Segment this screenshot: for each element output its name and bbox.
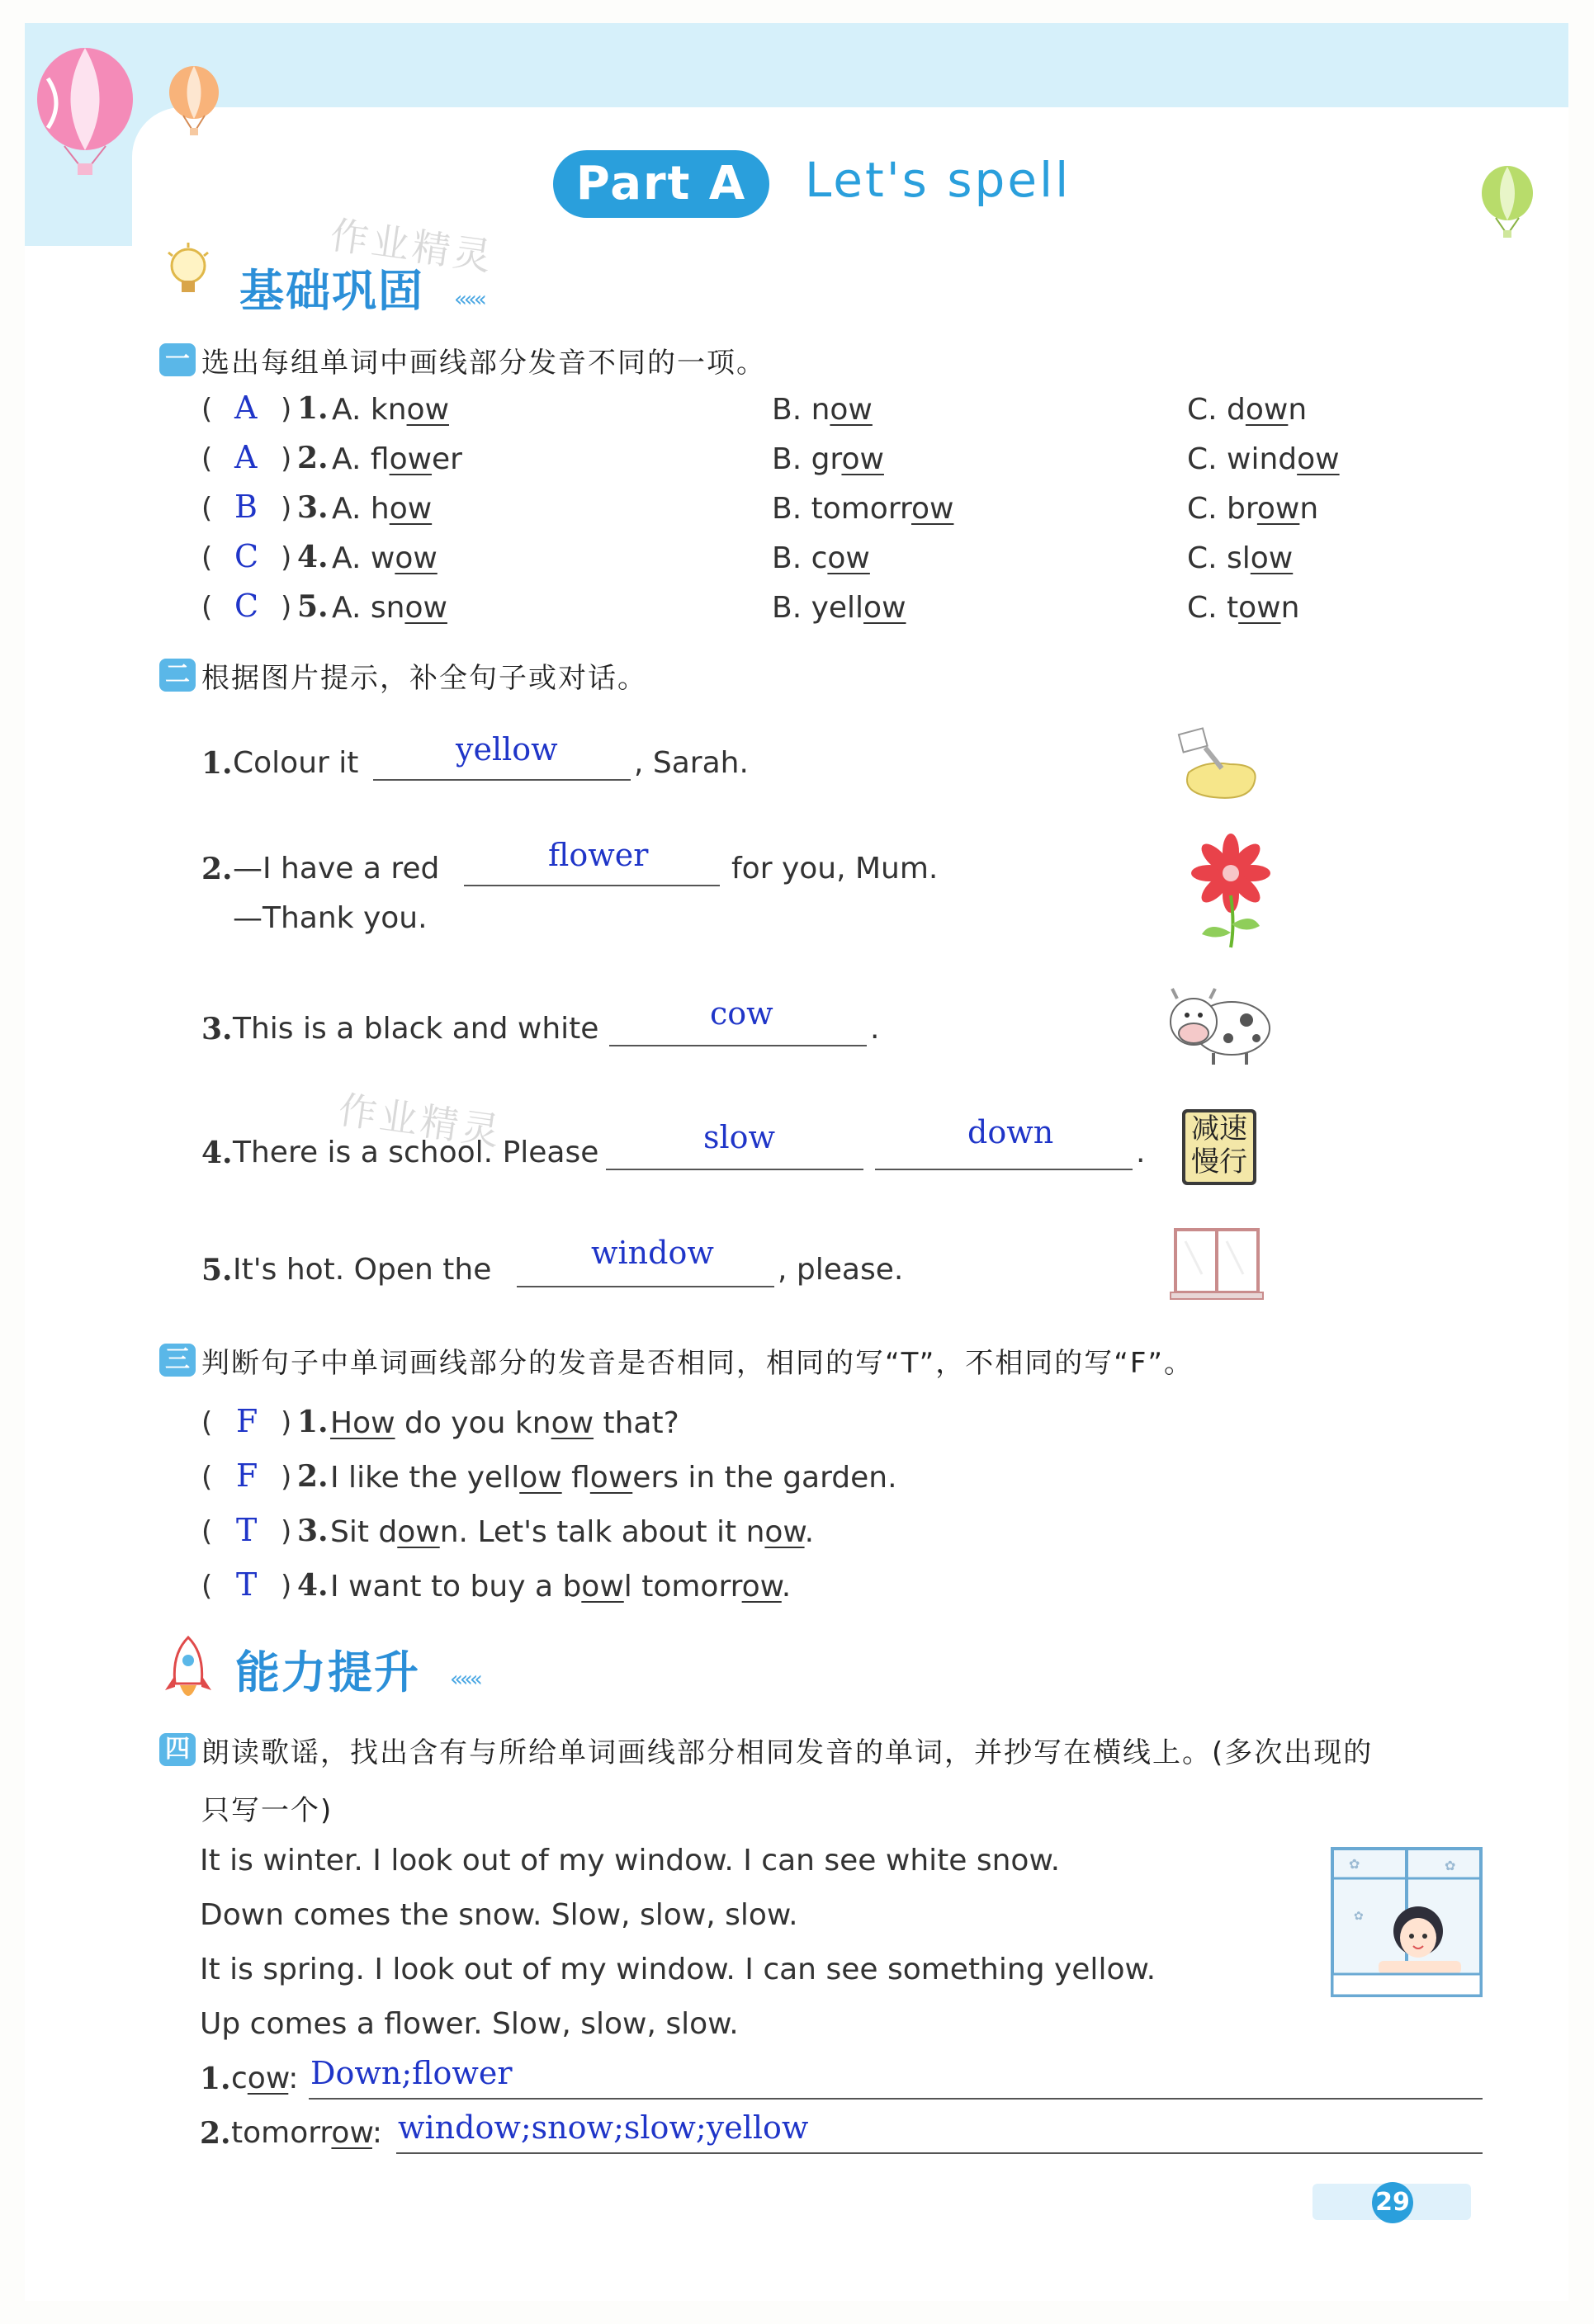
answer: flower xyxy=(548,837,649,873)
item-number: 1. xyxy=(201,746,233,781)
section-title-advanced: 能力提升 xyxy=(235,1646,420,1698)
sentence-text: I want to buy a bowl tomorrow. xyxy=(330,1570,792,1604)
answer-bracket-open: ( xyxy=(201,1461,213,1494)
answer-blank xyxy=(373,777,631,781)
answer-bracket-close: ) xyxy=(281,1461,292,1494)
lightbulb-icon xyxy=(163,241,213,307)
given-word: cow: xyxy=(231,2062,299,2095)
question-badge-1: 一 xyxy=(159,343,196,376)
answer-bracket-open: ( xyxy=(201,1515,213,1548)
svg-text:✿: ✿ xyxy=(1349,1856,1360,1872)
answer-bracket-close: ) xyxy=(281,541,292,574)
answer-bracket-close: ) xyxy=(281,1406,292,1439)
sign-text-line-2: 慢行 xyxy=(1191,1145,1247,1179)
answer-blank xyxy=(517,1284,774,1287)
page-number: 29 xyxy=(1372,2182,1413,2223)
question-2-instruction: 根据图片提示，补全句子或对话。 xyxy=(201,662,647,695)
answer-bracket-open: ( xyxy=(201,1406,213,1439)
option-a: A. how xyxy=(332,492,433,526)
option-b: B. now xyxy=(772,393,873,427)
item-number: 2. xyxy=(297,1459,329,1494)
item-number: 2. xyxy=(201,852,233,886)
answer-bracket-open: ( xyxy=(201,393,213,426)
item-number: 5. xyxy=(297,589,329,624)
answer: yellow xyxy=(456,731,558,768)
rocket-icon xyxy=(162,1634,215,1708)
answer-blank xyxy=(396,2151,1483,2154)
sentence-text: , Sarah. xyxy=(634,746,749,780)
question-3-instruction: 判断句子中单词画线部分的发音是否相同，相同的写“T”，不相同的写“F”。 xyxy=(201,1347,1194,1380)
question-1-instruction: 选出每组单词中画线部分发音不同的一项。 xyxy=(201,347,766,380)
item-number: 2. xyxy=(200,2116,231,2151)
answer-bracket-close: ) xyxy=(281,492,292,525)
answer-blank xyxy=(606,1167,863,1170)
poem-line: It is spring. I look out of my window. I can see something yellow. xyxy=(200,1953,1156,1986)
answer: slow xyxy=(703,1119,776,1155)
poem-line: Up comes a flower. Slow, slow, slow. xyxy=(200,2007,739,2041)
sentence-text: Sit down. Let's talk about it now. xyxy=(330,1515,815,1549)
svg-text:✿: ✿ xyxy=(1445,1858,1456,1873)
sentence-text: There is a school. Please xyxy=(233,1136,599,1169)
yellow-paint-icon xyxy=(1172,723,1271,805)
cow-icon xyxy=(1164,979,1276,1070)
answer: F xyxy=(236,1457,258,1494)
answer-bracket-open: ( xyxy=(201,591,213,624)
answer-bracket-open: ( xyxy=(201,442,213,475)
sentence-text: —Thank you. xyxy=(233,901,428,935)
option-c: C. brown xyxy=(1187,492,1319,526)
option-c: C. town xyxy=(1187,591,1300,625)
sentence-text: I like the yellow flowers in the garden. xyxy=(330,1461,897,1495)
sentence-text: . xyxy=(1136,1136,1146,1169)
answer-bracket-close: ) xyxy=(281,591,292,624)
answer-bracket-open: ( xyxy=(201,1570,213,1603)
answer: window xyxy=(591,1235,714,1271)
sign-text-line-1: 减速 xyxy=(1191,1112,1247,1145)
item-number: 3. xyxy=(201,1012,233,1046)
question-badge-2: 二 xyxy=(159,659,196,692)
option-b: B. grow xyxy=(772,442,884,476)
item-number: 3. xyxy=(297,1514,329,1548)
answer-bracket-open: ( xyxy=(201,541,213,574)
item-number: 3. xyxy=(297,490,329,525)
question-4-instruction: 朗读歌谣，找出含有与所给单词画线部分相同发音的单词，并抄写在横线上。(多次出现的 xyxy=(201,1736,1374,1769)
answer-bracket-close: ) xyxy=(281,1570,292,1603)
sentence-text: This is a black and white xyxy=(233,1012,599,1046)
item-number: 4. xyxy=(201,1136,233,1170)
answer: F xyxy=(236,1403,258,1439)
answer-blank xyxy=(609,1043,867,1046)
answer: A xyxy=(234,390,258,426)
answer: window;snow;slow;yellow xyxy=(398,2109,809,2146)
answer: A xyxy=(234,439,258,475)
answer-blank xyxy=(464,883,720,886)
answer: down xyxy=(967,1114,1054,1150)
item-number: 1. xyxy=(297,1405,329,1439)
answer-blank xyxy=(309,2096,1483,2100)
flower-icon xyxy=(1185,834,1276,949)
option-a: A. wow xyxy=(332,541,438,575)
answer: cow xyxy=(710,995,773,1032)
question-4-instruction-cont: 只写一个) xyxy=(201,1794,333,1827)
option-a: A. know xyxy=(332,393,450,427)
section-title-basic: 基础巩固 xyxy=(239,265,424,317)
svg-text:✿: ✿ xyxy=(1354,1910,1364,1923)
sentence-text: Colour it xyxy=(233,746,359,780)
answer-bracket-close: ) xyxy=(281,442,292,475)
window-icon xyxy=(1169,1225,1265,1302)
answer: B xyxy=(234,489,258,525)
option-b: B. tomorrow xyxy=(772,492,954,526)
poem-line: It is winter. I look out of my window. I can see white snow. xyxy=(200,1844,1061,1878)
answer-bracket-close: ) xyxy=(281,1515,292,1548)
slow-down-sign xyxy=(1182,1109,1256,1185)
sentence-text: , please. xyxy=(778,1253,904,1287)
item-number: 1. xyxy=(297,391,329,426)
answer: C xyxy=(234,588,259,624)
watermark: 作业精灵 xyxy=(327,212,498,280)
item-number: 1. xyxy=(200,2062,231,2096)
option-c: C. window xyxy=(1187,442,1340,476)
answer: C xyxy=(234,538,259,574)
option-c: C. down xyxy=(1187,393,1308,427)
hot-air-balloon-icon xyxy=(1478,165,1537,243)
item-number: 4. xyxy=(297,540,329,574)
option-b: B. yellow xyxy=(772,591,906,625)
option-c: C. slow xyxy=(1187,541,1294,575)
watermark: 作业精灵 xyxy=(335,1087,506,1155)
sentence-text: . xyxy=(870,1012,880,1046)
answer: Down;flower xyxy=(310,2055,513,2091)
sentence-text: It's hot. Open the xyxy=(233,1253,492,1287)
question-badge-4: 四 xyxy=(159,1733,196,1766)
answer-blank xyxy=(875,1167,1133,1170)
answer: T xyxy=(236,1566,258,1603)
girl-at-window-illustration xyxy=(1329,1845,1486,2002)
answer-bracket-close: ) xyxy=(281,393,292,426)
arrows-decoration: ««« xyxy=(454,287,484,312)
item-number: 5. xyxy=(201,1253,233,1287)
sentence-text: for you, Mum. xyxy=(731,852,939,886)
hot-air-balloon-icon xyxy=(31,45,139,177)
arrows-decoration: ««« xyxy=(450,1667,480,1692)
answer-bracket-open: ( xyxy=(201,492,213,525)
part-label: Part A xyxy=(553,150,769,218)
sentence-text: How do you know that? xyxy=(330,1406,679,1440)
hot-air-balloon-icon xyxy=(165,64,223,139)
item-number: 2. xyxy=(297,441,329,475)
given-word: tomorrow: xyxy=(231,2116,383,2150)
option-b: B. cow xyxy=(772,541,870,575)
page-title: Let's spell xyxy=(805,152,1071,208)
answer: T xyxy=(236,1512,258,1548)
option-a: A. flower xyxy=(332,442,462,476)
sentence-text: —I have a red xyxy=(233,852,440,886)
option-a: A. snow xyxy=(332,591,447,625)
poem-line: Down comes the snow. Slow, slow, slow. xyxy=(200,1898,798,1932)
question-badge-3: 三 xyxy=(159,1344,196,1377)
item-number: 4. xyxy=(297,1568,329,1603)
